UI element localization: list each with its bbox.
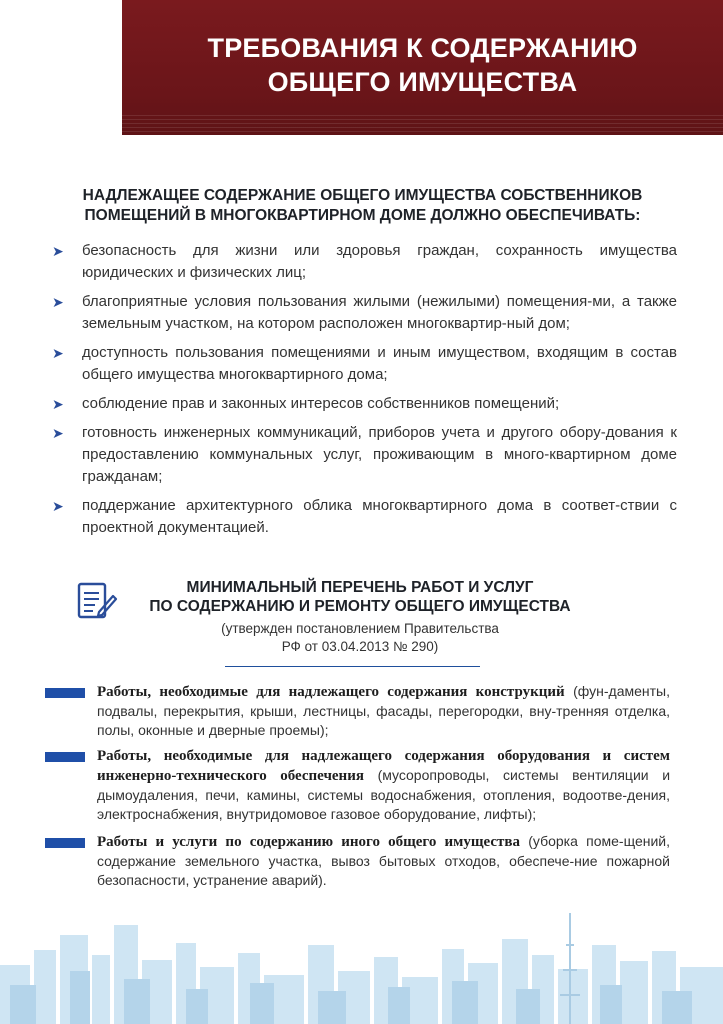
section-1-heading-line-1: НАДЛЕЖАЩЕЕ СОДЕРЖАНИЕ ОБЩЕГО ИМУЩЕСТВА СОБСТВЕННИКОВ — [82, 187, 643, 204]
arrow-bullet-icon: ➤ — [52, 294, 64, 310]
section-2-heading-line-1: МИНИМАЛЬНЫЙ ПЕРЕЧЕНЬ РАБОТ И УСЛУГ — [186, 579, 534, 596]
list-item-text: доступность пользования помещениями и иным имуществом, входящим в состав общего имущества многоквартирного дома; — [82, 344, 677, 383]
list-item — [52, 393, 677, 415]
blue-marker — [45, 752, 85, 762]
list-item — [52, 240, 677, 284]
requirements-list — [52, 240, 677, 546]
section-2-heading-line-2: ПО СОДЕРЖАНИЮ И РЕМОНТУ ОБЩЕГО ИМУЩЕСТВА — [149, 598, 571, 615]
section-2-heading — [120, 578, 600, 616]
work-item-details: (мусоропроводы, системы вентиляции и дымоудаления, печи, камины, системы водоснабжения, отопления, водоотве-дения, электроснабжения, внутридомовое газовое оборудование, лифты); — [97, 767, 671, 822]
list-item — [52, 291, 677, 335]
list-item-text: поддержание архитектурного облика многоквартирного дома в соответ-ствии с проектной документацией. — [82, 497, 677, 536]
header-stripes — [122, 115, 723, 135]
section-divider — [225, 666, 480, 667]
section-2-subtitle-line-1: (утвержден постановлением Правительства — [221, 621, 499, 636]
work-item-details: (уборка поме-щений, содержание земельного участка, вывоз бытовых отходов, обеспече-ние пожарной безопасности, устранение аварий). — [97, 833, 670, 888]
arrow-bullet-icon: ➤ — [52, 396, 64, 412]
section-1-heading — [40, 186, 685, 226]
work-item — [45, 832, 670, 890]
work-item-details: (фун-даменты, подвалы, перекрытия, крыши, лестницы, фасады, перегородки, вну-тренняя отделка, полы, оконные и дверные проемы); — [97, 683, 670, 738]
work-item-title: Работы и услуги по содержанию иного общего имущества — [97, 834, 520, 850]
document-pen-icon — [75, 578, 119, 622]
work-item-title: Работы, необходимые для надлежащего содержания оборудования и систем инженерно-технического обеспечения — [97, 748, 670, 784]
work-item-text — [97, 682, 670, 740]
list-item-text: соблюдение прав и законных интересов собственников помещений; — [82, 395, 560, 412]
list-item-text: благоприятные условия пользования жилыми (нежилыми) помещения-ми, а также земельным участком, на котором расположен многоквартир-ный дом; — [82, 293, 677, 332]
arrow-bullet-icon: ➤ — [52, 425, 64, 441]
work-item-text — [97, 832, 670, 890]
header-banner — [122, 0, 723, 135]
list-item — [52, 495, 677, 539]
list-item — [52, 422, 677, 488]
blue-marker — [45, 838, 85, 848]
blue-marker — [45, 688, 85, 698]
work-item-title: Работы, необходимые для надлежащего содержания конструкций — [97, 684, 565, 700]
city-skyline-illustration — [0, 905, 723, 1024]
list-item-text: безопасность для жизни или здоровья граждан, сохранность имущества юридических и физических лиц; — [82, 242, 677, 281]
list-item-text: готовность инженерных коммуникаций, приборов учета и другого обору-дования к предоставлению коммунальных услуг, проживающим в много-квартирном доме гражданам; — [82, 424, 677, 485]
arrow-bullet-icon: ➤ — [52, 345, 64, 361]
work-item-text — [97, 746, 670, 824]
section-2-subtitle-line-2: РФ от 03.04.2013 № 290) — [281, 639, 439, 654]
work-item — [45, 746, 670, 824]
page-title-line-2: ОБЩЕГО ИМУЩЕСТВА — [267, 66, 578, 97]
section-2-subtitle — [150, 620, 570, 656]
page-title-line-1: ТРЕБОВАНИЯ К СОДЕРЖАНИЮ — [207, 32, 638, 63]
arrow-bullet-icon: ➤ — [52, 243, 64, 259]
arrow-bullet-icon: ➤ — [52, 498, 64, 514]
section-1-heading-line-2: ПОМЕЩЕНИЙ В МНОГОКВАРТИРНОМ ДОМЕ ДОЛЖНО ОБЕСПЕЧИВАТЬ: — [84, 207, 641, 224]
page-title — [208, 31, 638, 99]
list-item — [52, 342, 677, 386]
work-item — [45, 682, 670, 740]
